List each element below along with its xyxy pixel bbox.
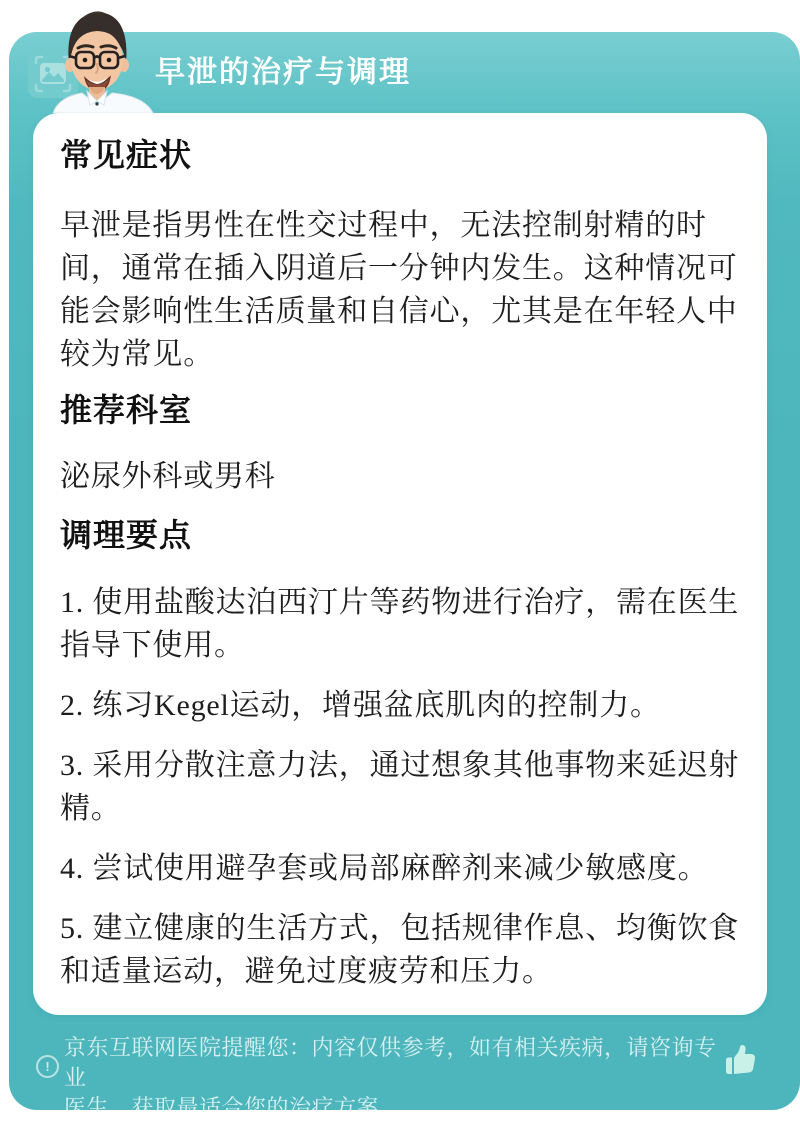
- thumbs-up-icon[interactable]: [723, 1042, 759, 1078]
- care-point-item: 5. 建立健康的生活方式，包括规律作息、均衡饮食和适量运动，避免过度疲劳和压力。: [60, 912, 740, 988]
- section-heading-department: 推荐科室: [60, 392, 193, 428]
- symptoms-paragraph: 早泄是指男性在性交过程中，无法控制射精的时间，通常在插入阴道后一分钟内发生。这种情况可能会影响性生活质量和自信心，尤其是在年轻人中较为常见。: [60, 209, 738, 371]
- disclaimer-line-1: 京东互联网医院提醒您：内容仅供参考，如有相关疾病，请咨询专业: [64, 1035, 717, 1090]
- section-heading-symptoms: 常见症状: [60, 137, 193, 173]
- card-title: 早泄的治疗与调理: [155, 56, 411, 89]
- care-point-item: 4. 尝试使用避孕套或局部麻醉剂来减少敏感度。: [60, 852, 709, 885]
- content-panel: [33, 113, 767, 1015]
- care-point-item: 2. 练习Kegel运动，增强盆底肌肉的控制力。: [60, 689, 661, 722]
- section-heading-care-points: 调理要点: [60, 517, 193, 553]
- care-point-item: 3. 采用分散注意力法，通过想象其他事物来延迟射精。: [60, 749, 740, 825]
- care-point-item: 1. 使用盐酸达泊西汀片等药物进行治疗，需在医生指导下使用。: [60, 586, 740, 662]
- disease-info-card: [9, 32, 800, 1110]
- doctor-avatar: [52, 8, 165, 113]
- department-paragraph: 泌尿外科或男科: [60, 460, 276, 493]
- disclaimer-line-2: 医生，获取最适合您的治疗方案: [64, 1095, 380, 1120]
- info-circle-icon: !: [36, 1055, 59, 1078]
- disclaimer-text: [64, 1033, 736, 1123]
